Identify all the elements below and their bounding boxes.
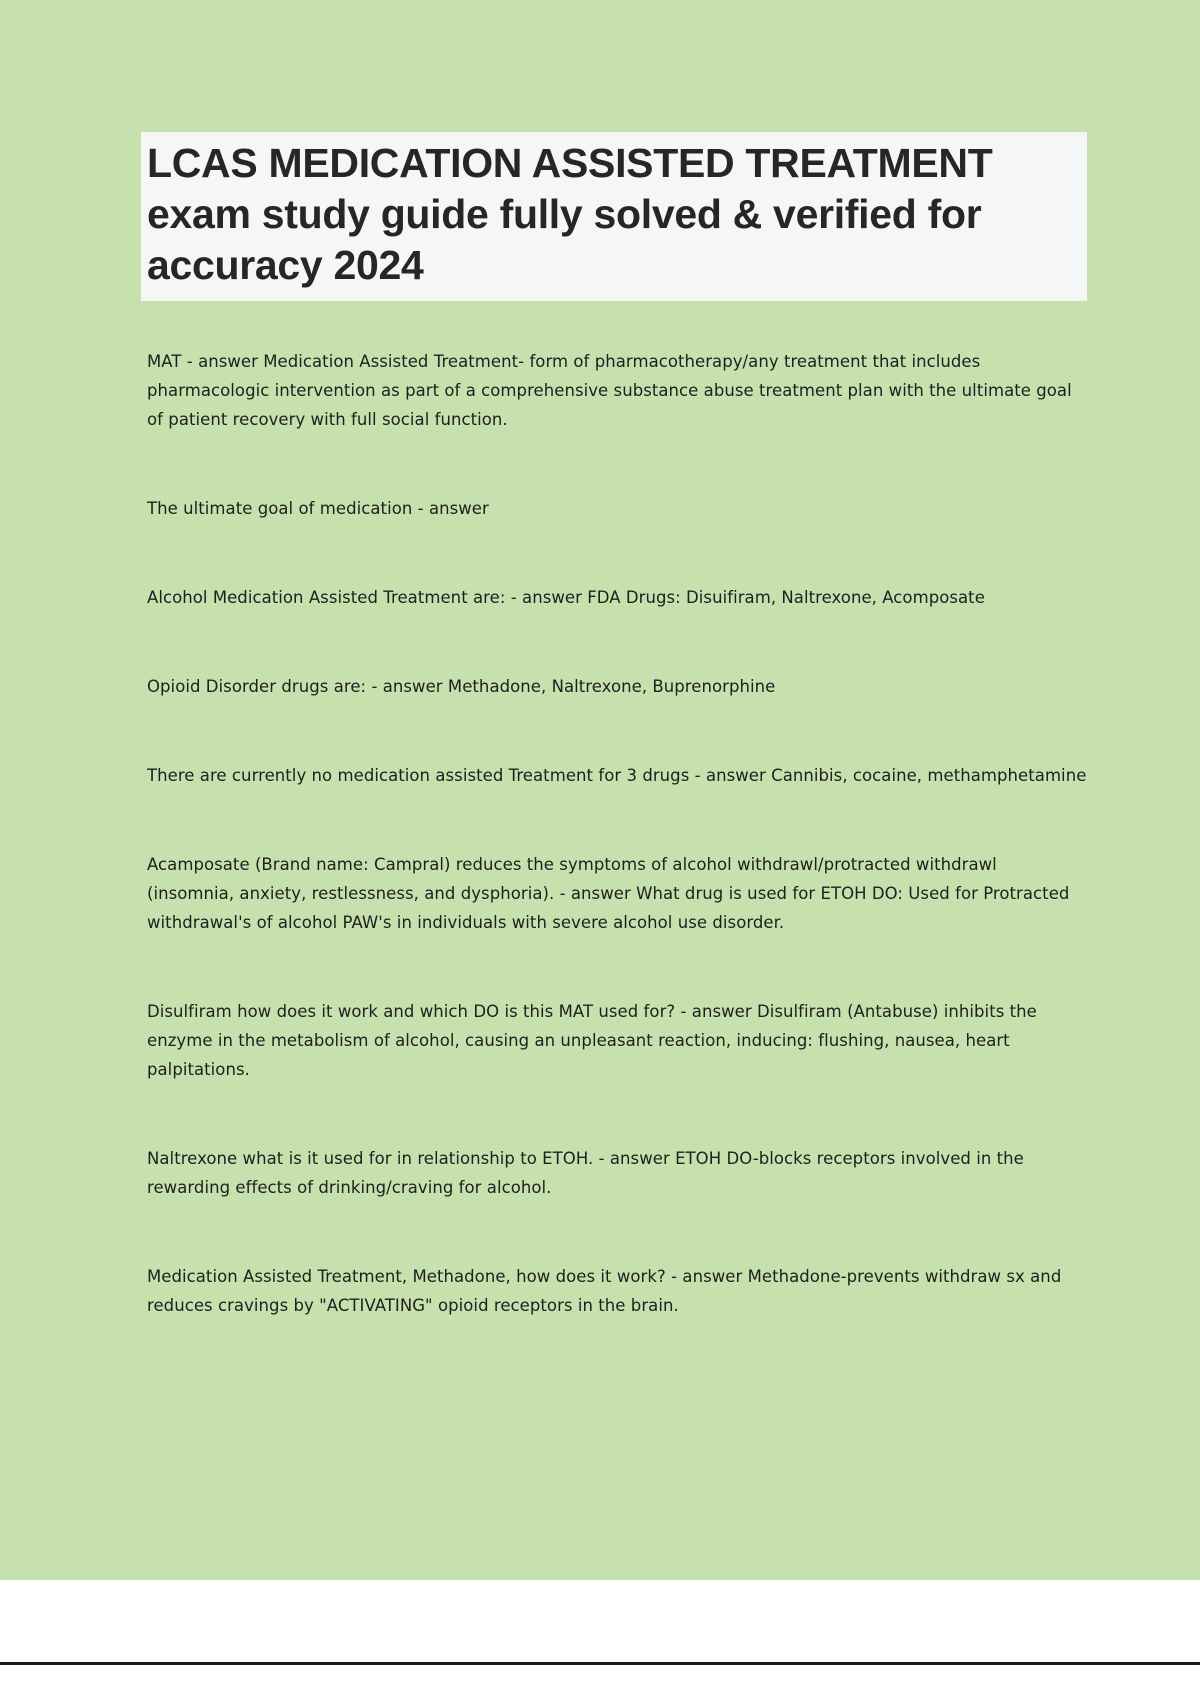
qa-entry: There are currently no medication assisted Treatment for 3 drugs - answer Cannibis, cocaine, methamphetamine (147, 766, 1087, 785)
qa-list (147, 347, 1087, 1320)
qa-entry: Medication Assisted Treatment, Methadone, how does it work? - answer Methadone-prevents withdraw sx and reduces cravings by "ACTIVATING" opioid receptors in the brain. (147, 1267, 1062, 1315)
title-highlight (141, 132, 1087, 301)
qa-entry: Acamposate (Brand name: Campral) reduces the symptoms of alcohol withdrawl/protracted withdrawl (insomnia, anxiety, restlessness, and dysphoria). - answer What drug is used for ETOH DO: Used for Protracted withdrawal's of alcohol PAW's in individuals with severe alcohol use disorder. (147, 855, 1070, 932)
page-title: LCAS MEDICATION ASSISTED TREATMENT exam study guide fully solved & verified for accuracy 2024 (147, 140, 993, 288)
qa-entry: Naltrexone what is it used for in relationship to ETOH. - answer ETOH DO-blocks receptors involved in the rewarding effects of drinking/craving for alcohol. (147, 1149, 1024, 1197)
document-content (147, 132, 1087, 1320)
qa-entry: Disulfiram how does it work and which DO is this MAT used for? - answer Disulfiram (Antabuse) inhibits the enzyme in the metabolism of alcohol, causing an unpleasant reaction, inducing: flushing, nausea, heart palpitations. (147, 1002, 1037, 1079)
qa-entry: The ultimate goal of medication - answer (147, 499, 489, 518)
footer-divider (0, 1662, 1200, 1665)
qa-entry: Alcohol Medication Assisted Treatment are: - answer FDA Drugs: Disuifiram, Naltrexone, Acomposate (147, 588, 985, 607)
qa-entry: MAT - answer Medication Assisted Treatment- form of pharmacotherapy/any treatment that includes pharmacologic intervention as part of a comprehensive substance abuse treatment plan with the ultimate goal of patient recovery with full social function. (147, 352, 1072, 429)
qa-entry: Opioid Disorder drugs are: - answer Methadone, Naltrexone, Buprenorphine (147, 677, 776, 696)
